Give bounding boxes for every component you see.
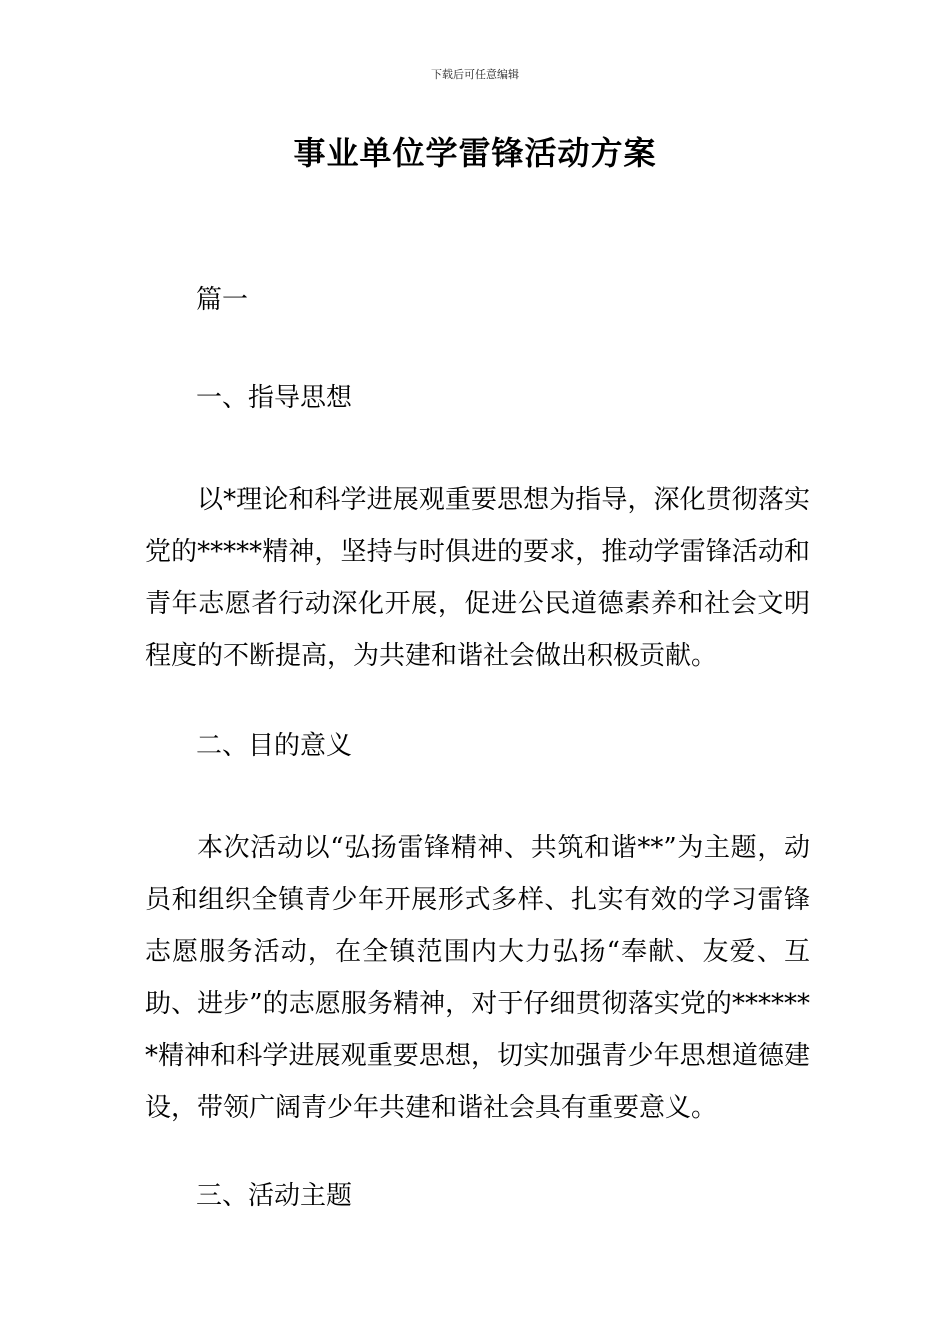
heading-purpose: 二、目的意义 [196,731,353,761]
paragraph-purpose: 本次活动以“弘扬雷锋精神、共筑和谐**”为主题，动员和组织全镇青少年开展形式多样、扎实有效的学习雷锋志愿服务活动，在全镇范围内大力弘扬“奉献、友爱、互助、进步”的志愿服务精神，对于仔细贯彻落实党的*******精神和科学进展观重要思想，切实加强青少年思想道德建设，带领广阔青少年共建和谐社会具有重要意义。 [145,833,810,1123]
document-title: 事业单位学雷锋活动方案 [293,134,657,172]
header-note: 下载后可任意编辑 [431,68,519,81]
section-label: 篇一 [196,285,249,315]
paragraph-guiding-ideology: 以*理论和科学进展观重要思想为指导，深化贯彻落实党的*****精神，坚持与时俱进的要求，推动学雷锋活动和青年志愿者行动深化开展，促进公民道德素养和社会文明程度的不断提高，为共建和谐社会做出积极贡献。 [145,485,810,671]
heading-guiding-ideology: 一、指导思想 [196,383,353,413]
heading-activity-theme: 三、活动主题 [196,1181,353,1211]
